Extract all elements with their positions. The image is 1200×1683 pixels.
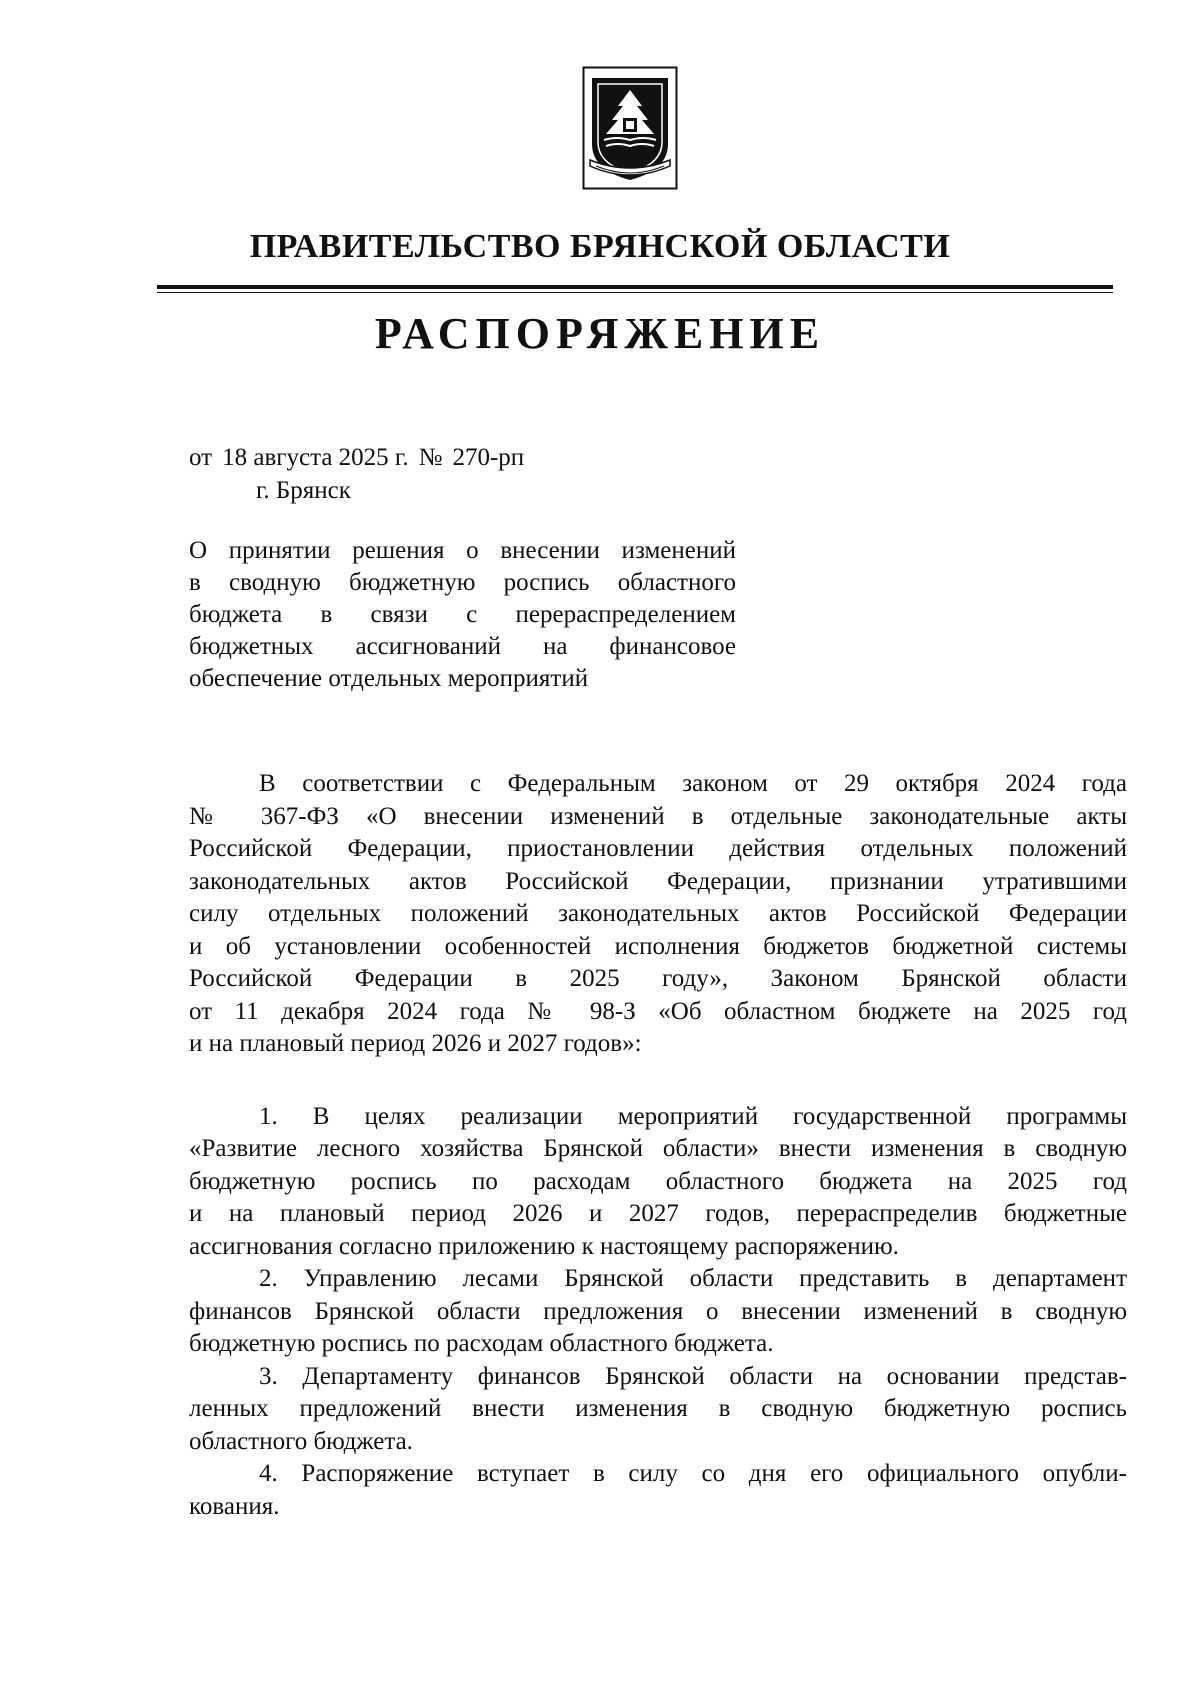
body-line: Российской Федерации, приостановлении действия отдельных положений [189,835,1127,862]
item-paragraph-2 [189,1263,1127,1361]
date-number-line [189,444,524,472]
subject-line: в сводную бюджетную роспись областного [189,569,736,596]
body-line: областного бюджета. [189,1427,413,1455]
number-sign: № [418,444,443,471]
header-rule-thin [157,292,1113,293]
date-prefix: от [189,444,213,471]
body-line: и на плановый период 2026 и 2027 годов»: [189,1030,642,1057]
body-line: и об установлении особенностей исполнения бюджетов бюджетной системы [189,932,1127,960]
item-paragraph-1 [189,1101,1127,1264]
body-line: 3. Департаменту финансов Брянской области на основании представ- [259,1362,1127,1390]
document-subject [189,535,736,695]
body-line: и на плановый период 2026 и 2027 годов, перераспределив бюджетные [189,1200,1127,1227]
document-place: г. Брянск [256,477,351,504]
body-line: ассигнования согласно приложению к настоящему распоряжению. [189,1232,899,1260]
body-line: 2. Управлению лесами Брянской области представить в департамент [259,1265,1127,1292]
header-rule-thick [157,285,1113,289]
preamble-paragraph [189,768,1127,1061]
document-body [189,768,1127,1523]
body-line: «Развитие лесного хозяйства Брянской области» внести изменения в сводную [189,1135,1127,1162]
body-line: бюджетную роспись по расходам областного бюджета на 2025 год [189,1167,1127,1195]
body-line: от 11 декабря 2024 года № 98-З «Об областном бюджете на 2025 год [189,997,1127,1025]
subject-line: обеспечение отдельных мероприятий [189,665,589,692]
document-number: 270-рп [452,444,525,471]
subject-line: О принятии решения о внесении изменений [189,537,736,564]
body-line: бюджетную роспись по расходам областного бюджета. [189,1330,774,1357]
organization-title: ПРАВИТЕЛЬСТВО БРЯНСКОЙ ОБЛАСТИ [249,228,951,265]
body-line: финансов Брянской области предложения о внесении изменений в сводную [189,1297,1127,1325]
item-paragraph-4 [189,1458,1127,1523]
subject-line: бюджетных ассигнований на финансовое [189,633,736,660]
body-line: № 367-ФЗ «О внесении изменений в отдельные законодательные акты [189,802,1127,830]
item-paragraph-3 [189,1361,1127,1459]
body-line: В соответствии с Федеральным законом от 29 октября 2024 года [259,770,1127,797]
body-line: кования. [189,1492,280,1520]
body-line: 4. Распоряжение вступает в силу со дня его официального опубли- [259,1460,1127,1487]
body-line: законодательных актов Российской Федерации, признании утратившими [189,867,1127,895]
subject-line: бюджета в связи с перераспределением [189,601,736,628]
body-line: силу отдельных положений законодательных актов Российской Федерации [189,900,1127,927]
body-line: 1. В целях реализации мероприятий государственной программы [259,1102,1127,1130]
body-line: ленных предложений внести изменения в сводную бюджетную роспись [189,1395,1127,1422]
document-date: 18 августа 2025 г. [222,444,409,471]
body-line: Российской Федерации в 2025 году», Законом Брянской области [189,965,1127,992]
document-type-title: РАСПОРЯЖЕНИЕ [374,309,826,358]
coat-of-arms-emblem [582,66,678,190]
